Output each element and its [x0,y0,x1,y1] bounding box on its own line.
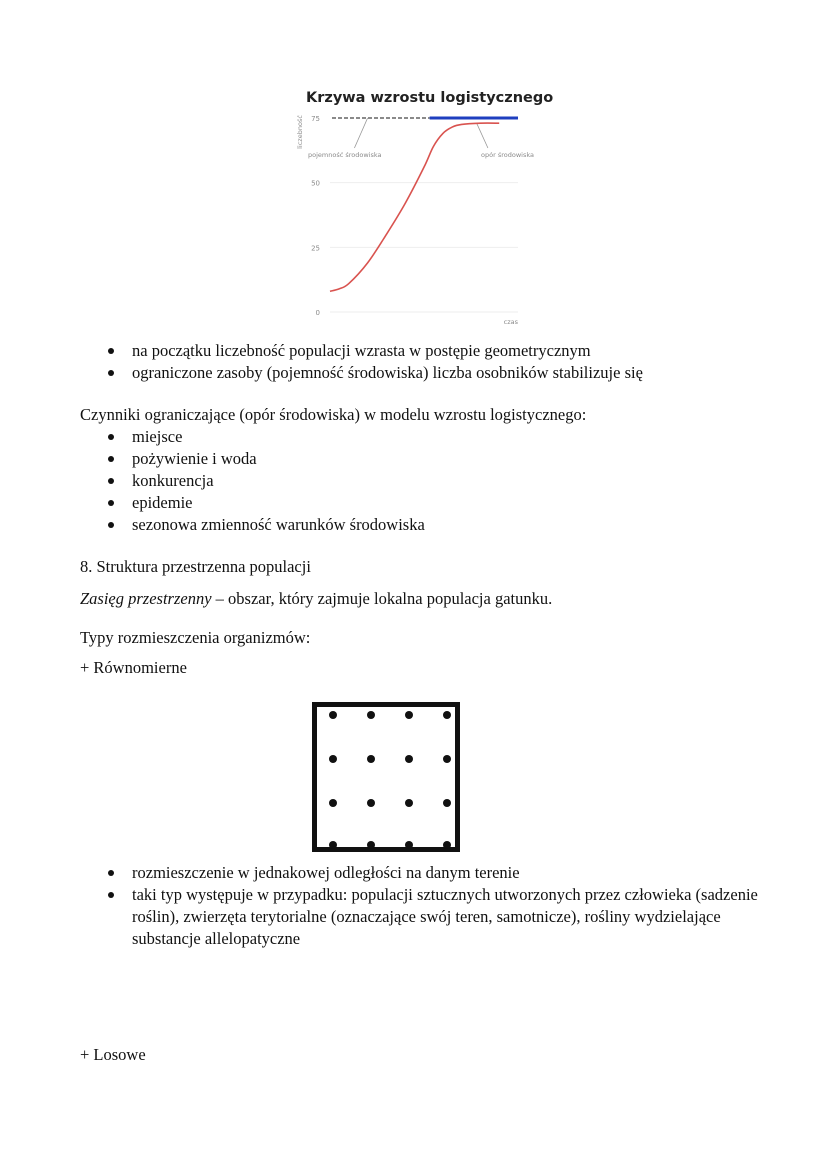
annotation-capacity: pojemność środowiska [308,151,382,159]
organism-dot [405,799,413,807]
list-item: na początku liczebność populacji wzrasta w postępie geometrycznym [80,340,780,362]
section-heading: 8. Struktura przestrzenna populacji [80,557,311,576]
organism-dot [443,755,451,763]
list-item: rozmieszczenie w jednakowej odległości na danym terenie [80,862,770,884]
list-item: konkurencja [80,470,780,492]
list-item: sezonowa zmienność warunków środowiska [80,514,780,536]
series-line [330,123,499,291]
organism-dot [443,799,451,807]
y-tick-label: 25 [311,244,320,253]
organism-dot [443,711,451,719]
organism-dot [329,841,337,849]
definition-term: Zasięg przestrzenny [80,589,212,608]
organism-dot [443,841,451,849]
organism-dot [329,799,337,807]
x-axis-label: czas [503,318,518,326]
type-uniform-label: + Równomierne [80,658,187,677]
y-tick-label: 50 [311,179,320,188]
definition [80,588,552,610]
organism-dot [367,799,375,807]
y-tick-label: 0 [315,309,320,317]
annotation-pointer [354,118,367,148]
organism-dot [367,755,375,763]
annotation-resistance: opór środowiska [481,151,534,159]
bullet-list-factors [80,426,780,536]
bullet-list-chart-notes [80,340,780,384]
list-item: miejsce [80,426,780,448]
organism-dot [329,711,337,719]
organism-dot [329,755,337,763]
organism-dot [405,755,413,763]
types-heading: Typy rozmieszczenia organizmów: [80,628,311,647]
organism-dot [405,841,413,849]
uniform-distribution-diagram [312,702,460,852]
annotation-pointer [477,123,488,148]
list-item: taki typ występuje w przypadku: populacji sztucznych utworzonych przez człowieka (sadzenie roślin), zwierzęta terytorialne (oznaczające swój teren, samotnicze), rośliny wydzielające substancje allelopatyczne [80,884,770,950]
y-axis-label: liczebność [296,115,304,149]
bullet-list-uniform [80,862,770,950]
chart-title: Krzywa wzrostu logistycznego [306,90,554,106]
logistic-growth-chart [290,108,550,330]
organism-dot [367,711,375,719]
type-random-label: + Losowe [80,1045,146,1064]
list-item: ograniczone zasoby (pojemność środowiska) liczba osobników stabilizuje się [80,362,780,384]
list-item: epidemie [80,492,780,514]
list-item: pożywienie i woda [80,448,780,470]
factors-intro: Czynniki ograniczające (opór środowiska) w modelu wzrostu logistycznego: [80,405,587,424]
organism-dot [405,711,413,719]
definition-text: – obszar, który zajmuje lokalna populacja gatunku. [211,589,553,608]
y-tick-label: 75 [311,115,320,123]
organism-dot [367,841,375,849]
